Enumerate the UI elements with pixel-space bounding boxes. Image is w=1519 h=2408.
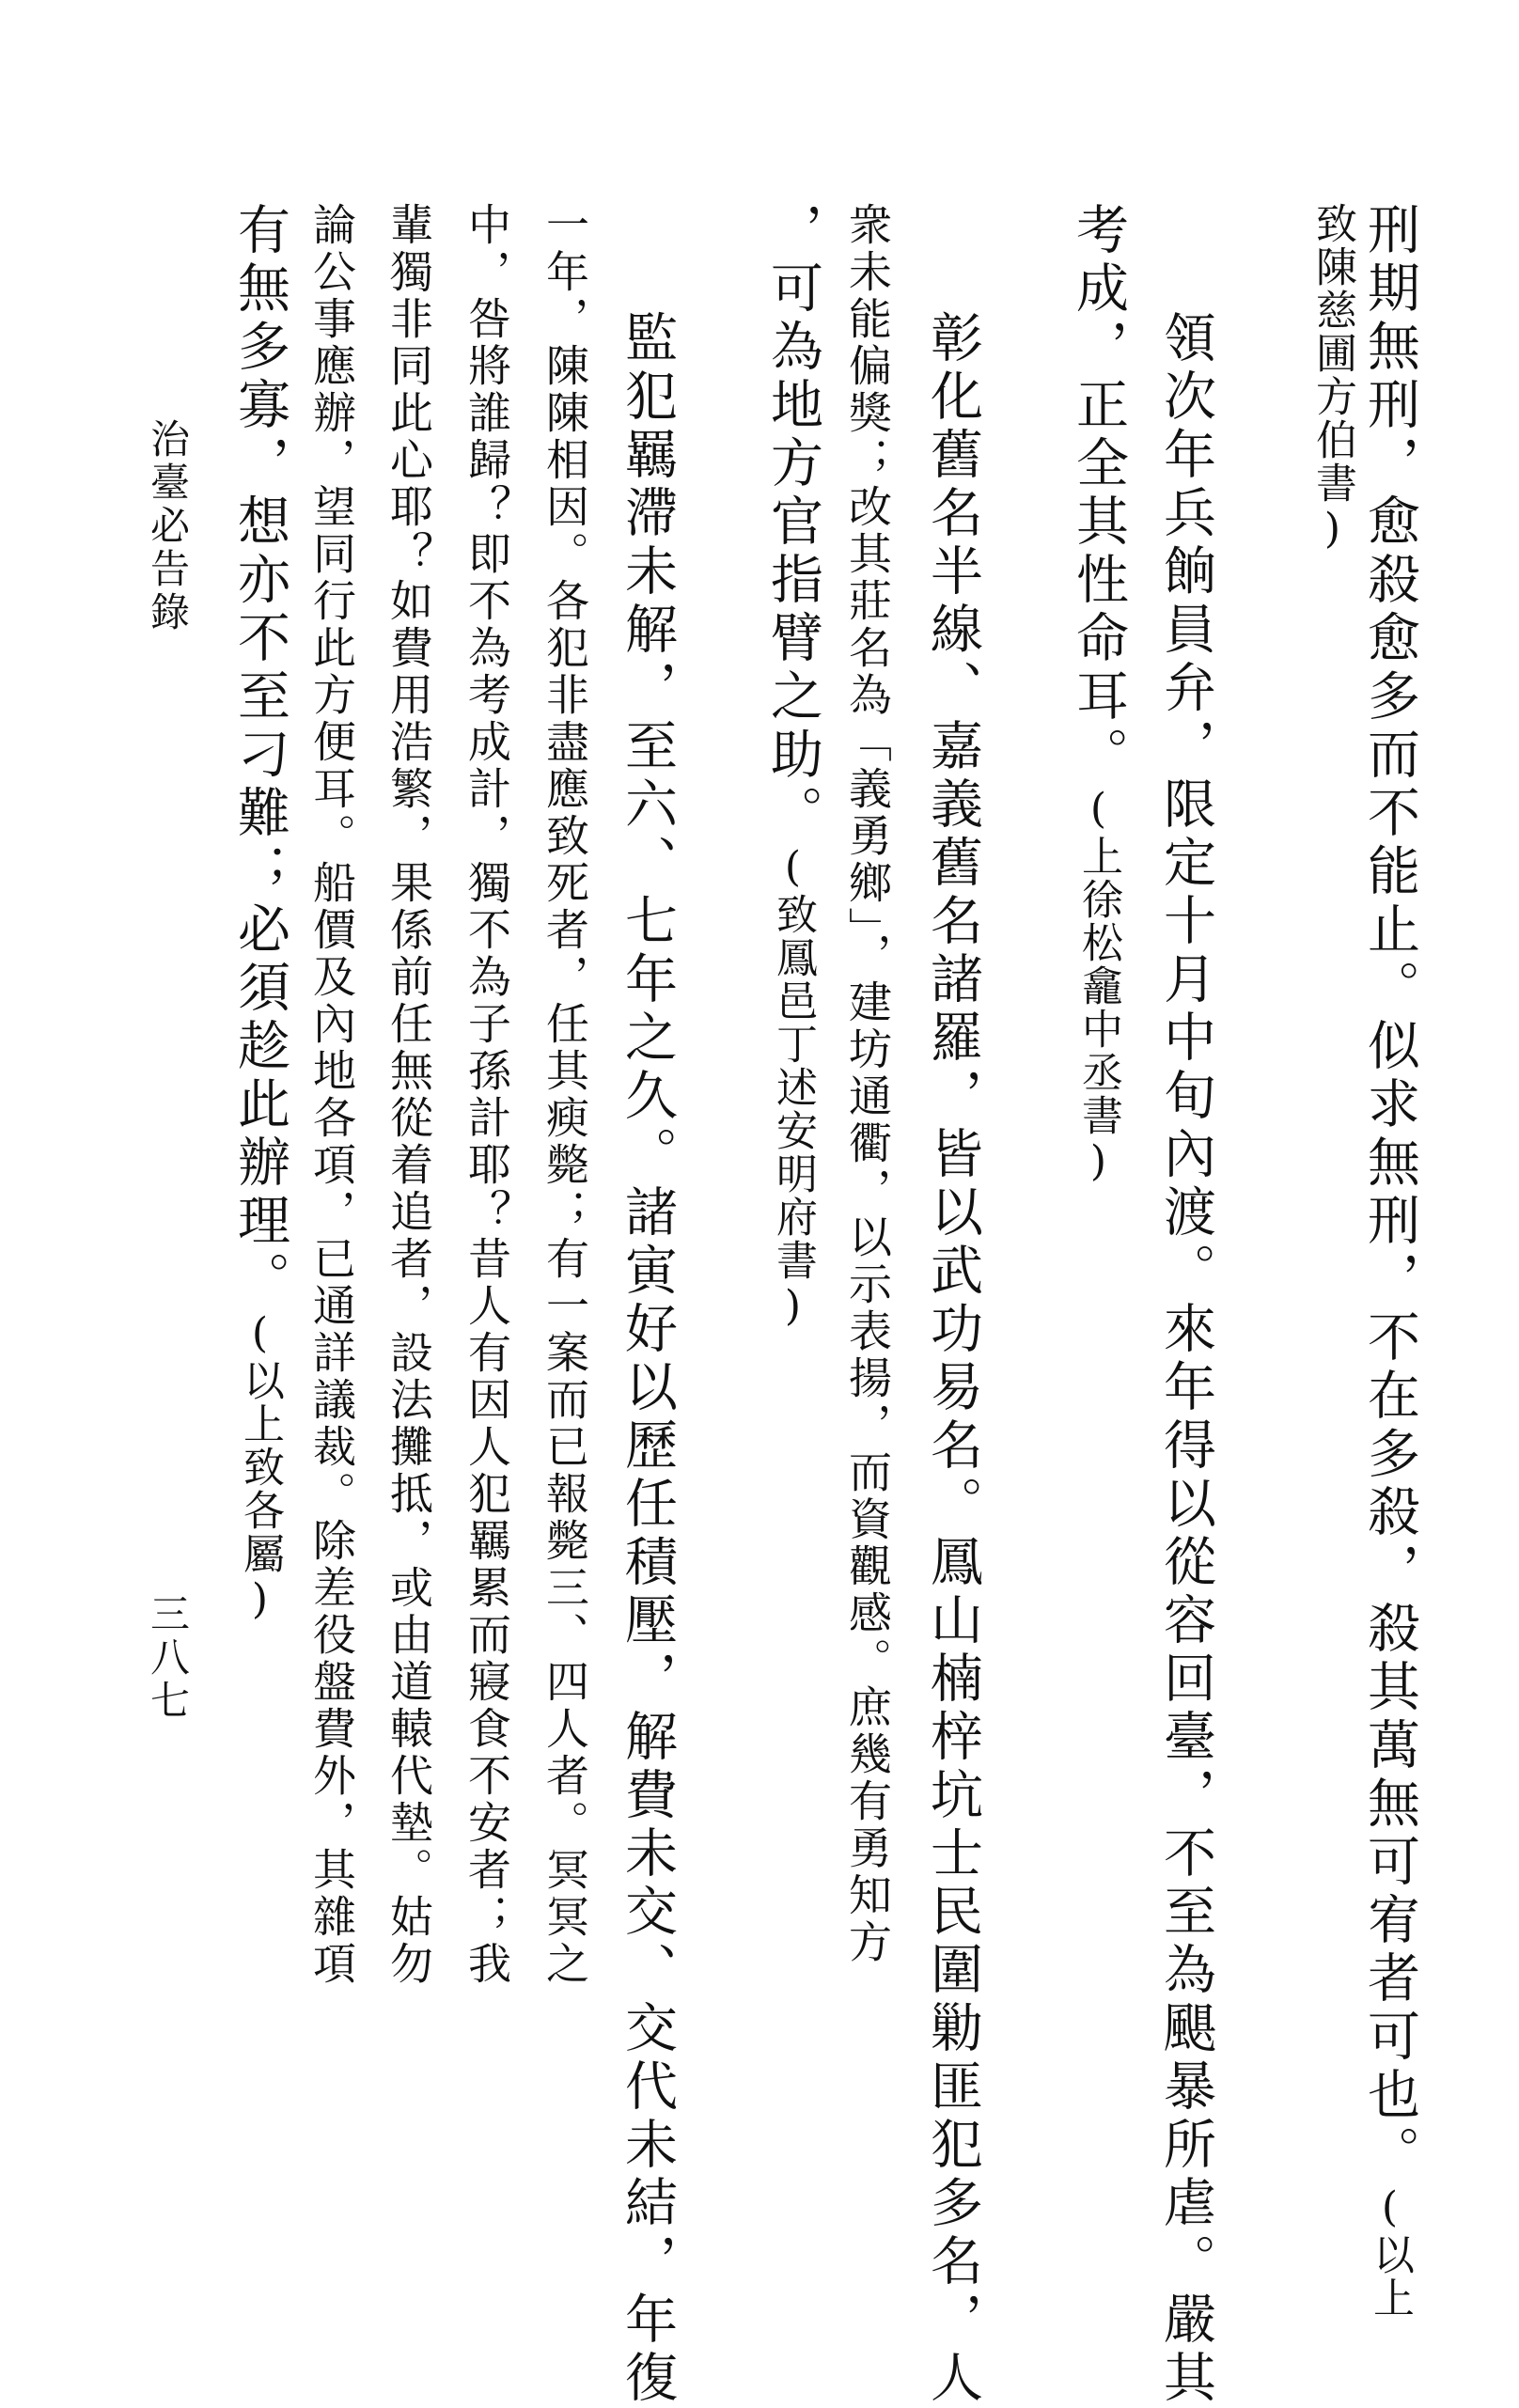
text-column-6 [842, 202, 893, 1966]
text-column-3 [1155, 310, 1216, 2408]
column-annotation: (致鳳邑丁述安明府書) [769, 843, 817, 1332]
column-annotation: (以上致各屬) [236, 1309, 284, 1625]
column-annotation: (以上 [1366, 2183, 1414, 2320]
text-column-8 [617, 310, 678, 2408]
column-text: 輩獨非同此心耶？如費用浩繁，果係前任無從着追者，設法攤抵，或由道轅代墊。姑勿 [384, 202, 434, 1988]
column-text: 考成，正全其性命耳。 [1068, 202, 1129, 785]
column-text: 刑期無刑，愈殺愈多而不能止。似求無刑，不在多殺，殺其萬無可宥者可也。 [1359, 202, 1420, 2183]
text-column-10 [462, 202, 512, 1988]
column-text: 有無多寡，想亦不至刁難；必須趁此辦理。 [229, 202, 290, 1309]
text-column-13 [229, 202, 290, 1625]
page-number: 三八七 [145, 1593, 191, 1723]
text-column-7 [762, 202, 823, 1332]
column-annotation: (上徐松龕中丞書) [1074, 785, 1122, 1187]
text-column-12 [306, 202, 357, 1988]
text-column-5 [922, 310, 983, 2408]
text-column-11 [384, 202, 434, 1988]
column-text: 領次年兵餉員弁，限定十月中旬內渡。來年得以從容回臺，不至為颶暴所虐。嚴其 [1155, 310, 1216, 2408]
column-text: 衆未能偏獎；改其莊名為「義勇鄉」，建坊通衢，以示表揚，而資觀感。庶幾有勇知方 [842, 202, 893, 1966]
column-annotation: 致陳慈圃方伯書) [1308, 202, 1356, 555]
running-title: 治臺必告錄 [145, 418, 191, 634]
text-column-9 [540, 202, 590, 1988]
text-column-1 [1359, 202, 1420, 2320]
text-column-4 [1068, 202, 1129, 1187]
column-text: 彰化舊名半線、嘉義舊名諸羅，皆以武功易名。鳳山楠梓坑士民圍勦匪犯多名，人 [922, 310, 983, 2408]
column-text: 中，咎將誰歸？即不為考成計，獨不為子孫計耶？昔人有因人犯羈累而寢食不安者；我 [462, 202, 512, 1988]
column-text: 論公事應辦，望同行此方便耳。船價及內地各項，已通詳議裁。除差役盤費外，其雜項 [306, 202, 357, 1988]
text-column-2 [1308, 202, 1356, 555]
column-text: ，可為地方官指臂之助。 [762, 202, 823, 843]
column-text: 一年，陳陳相因。各犯非盡應致死者，任其瘐斃；有一案而已報斃三、四人者。冥冥之 [540, 202, 590, 1988]
column-text: 監犯羈滯未解，至六、七年之久。諸寅好以歷任積壓，解費未交、交代未結，年復 [617, 310, 678, 2408]
